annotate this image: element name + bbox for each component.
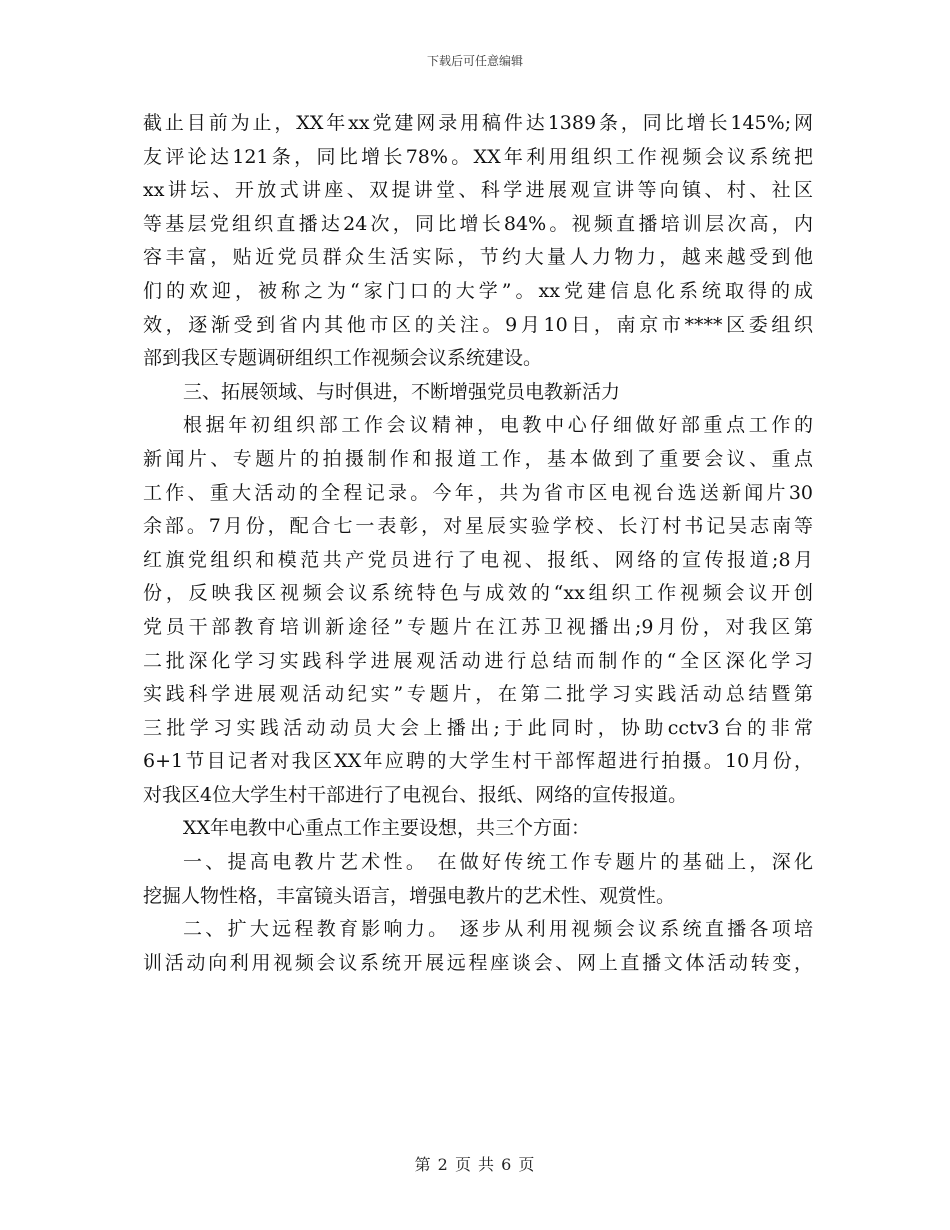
text-line: xx讲坛、开放式讲座、双提讲堂、科学进展观宣讲等向镇、村、社区 (143, 179, 813, 202)
text-line: 效，逐渐受到省内其他市区的关注。9月10日，南京市****区委组织 (143, 313, 813, 336)
text-line: 们的欢迎，被称之为“家门口的大学”。xx党建信息化系统取得的成 (143, 279, 813, 302)
text-line: 截止目前为止，XX年xx党建网录用稿件达1389条，同比增长145%;网 (143, 112, 813, 134)
text-line: 容丰富，贴近党员群众生活实际，节约大量人力物力，越来越受到他 (143, 246, 813, 269)
text-line: 挖掘人物性格，丰富镜头语言，增强电教片的艺术性、观赏性。 (143, 884, 676, 907)
text-line: 6+1节目记者对我区XX年应聘的大学生村干部恽超进行拍摄。10月份， (143, 750, 813, 773)
text-line: 份，反映我区视频会议系统特色与成效的“xx组织工作视频会议开创 (143, 582, 813, 605)
section-heading: 三、拓展领域、与时俱进，不断增强党员电教新活力 (183, 380, 621, 403)
page-number: 第 2 页 共 6 页 (414, 1155, 536, 1174)
text-line: 党员干部教育培训新途径”专题片在江苏卫视播出;9月份，对我区第 (143, 615, 813, 638)
text-line: 友评论达121条，同比增长78%。XX年利用组织工作视频会议系统把 (143, 145, 813, 168)
text-line: 根据年初组织部工作会议精神，电教中心仔细做好部重点工作的 (183, 414, 813, 437)
text-line: 实践科学进展观活动纪实”专题片，在第二批学习实践活动总结暨第 (143, 683, 813, 706)
text-line: 余部。7月份，配合七一表彰，对星辰实验学校、长汀村书记吴志南等 (143, 515, 813, 538)
text-line: 工作、重大活动的全程记录。今年，共为省市区电视台选送新闻片30 (143, 481, 813, 504)
text-line: 三批学习实践活动动员大会上播出;于此同时，协助cctv3台的非常 (143, 716, 813, 739)
text-line: 等基层党组织直播达24次，同比增长84%。视频直播培训层次高，内 (143, 212, 813, 235)
text-line: 一、提高电教片艺术性。 在做好传统工作专题片的基础上，深化 (183, 851, 813, 874)
text-line: 新闻片、专题片的拍摄制作和报道工作，基本做到了重要会议、重点 (143, 447, 813, 470)
text-line: 训活动向利用视频会议系统开展远程座谈会、网上直播文体活动转变， (143, 951, 813, 974)
text-line: 二批深化学习实践科学进展观活动进行总结而制作的“全区深化学习 (143, 649, 813, 672)
text-line: 对我区4位大学生村干部进行了电视台、报纸、网络的宣传报道。 (143, 783, 688, 806)
text-line: 部到我区专题调研组织工作视频会议系统建设。 (143, 347, 543, 370)
page-header-note: 下载后可任意编辑 (426, 54, 523, 68)
text-line: 红旗党组织和模范共产党员进行了电视、报纸、网络的宣传报道;8月 (143, 548, 813, 571)
text-line: 二、扩大远程教育影响力。 逐步从利用视频会议系统直播各项培 (183, 918, 813, 941)
document-body (143, 107, 813, 980)
text-line: XX年电教中心重点工作主要设想，共三个方面： (183, 817, 591, 840)
